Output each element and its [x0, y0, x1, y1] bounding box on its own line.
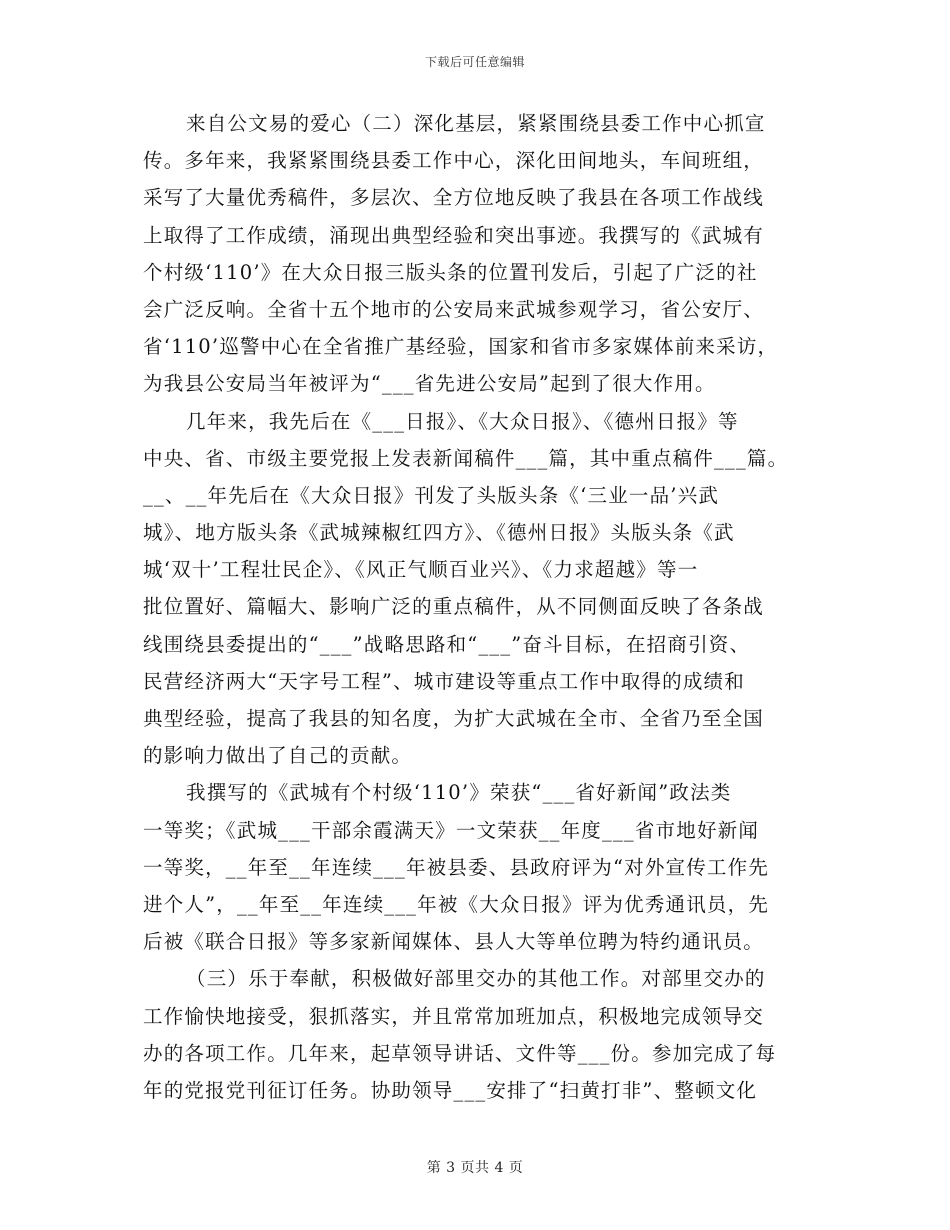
paragraph-line: 传。多年来，我紧紧围绕县委工作中心，深化田间地头，车间班组，: [143, 149, 765, 173]
paragraph-line: 会广泛反响。全省十五个地市的公安局来武城参观学习，省公安厅、: [143, 297, 765, 321]
paragraph-line: 后被《联合日报》等多家新闻媒体、县人大等单位聘为特约通讯员。: [143, 930, 765, 954]
paragraph-line: 批位置好、篇幅大、影响广泛的重点稿件，从不同侧面反映了各条战: [143, 595, 765, 619]
paragraph-line: 省‘110’巡警中心在全省推广基经验，国家和省市多家媒体前来采访，: [143, 335, 779, 359]
paragraph-line: 个村级‘110’》在大众日报三版头条的位置刊发后，引起了广泛的社: [143, 260, 758, 284]
paragraph-line: 进个人”，__年至__年连续___年被《大众日报》评为优秀通讯员，先: [143, 892, 770, 916]
page-footer: 第 3 页共 4 页: [426, 1160, 524, 1176]
paragraph-2: [143, 403, 811, 775]
document-body: [143, 105, 811, 1109]
paragraph-line: 工作愉快地接受，狠抓落实，并且常常加班加点，积极地完成领导交: [143, 1004, 765, 1028]
paragraph-1: [143, 105, 811, 403]
paragraph-line: 上取得了工作成绩，涌现出典型经验和突出事迹。我撰写的《武城有: [143, 223, 765, 247]
paragraph-line: 几年来，我先后在《___日报》、《大众日报》、《德州日报》等: [186, 409, 739, 433]
page-header: 下载后可任意编辑: [424, 55, 525, 69]
paragraph-line: 城‘双十’工程壮民企》、《风正气顺百业兴》、《力求超越》等一: [143, 558, 699, 582]
paragraph-line: __、__年先后在《大众日报》刊发了头版头条《‘三业一品’兴武: [143, 483, 720, 507]
paragraph-line: 年的党报党刊征订任务。协助领导___安排了“扫黄打非”、整顿文化: [143, 1078, 758, 1102]
paragraph-line: 我撰写的《武城有个村级‘110’》荣获“___省好新闻”政法类: [186, 781, 732, 805]
paragraph-4: [143, 960, 811, 1109]
paragraph-line: 民营经济两大“天字号工程”、城市建设等重点工作中取得的成绩和: [143, 669, 745, 693]
paragraph-line: 线围绕县委提出的“___”战略思路和“___”奋斗目标，在招商引资、: [143, 632, 751, 656]
paragraph-line: 为我县公安局当年被评为“___省先进公安局”起到了很大作用。: [143, 372, 716, 396]
paragraph-line: 一等奖；《武城___干部余霞满天》一文荣获__年度___省市地好新闻: [143, 818, 760, 842]
paragraph-line: （三）乐于奉献，积极做好部里交办的其他工作。对部里交办的: [186, 967, 766, 991]
paragraph-line: 办的各项工作。几年来，起草领导讲话、文件等___份。参加完成了每: [143, 1041, 777, 1065]
paragraph-line: 城》、地方版头条《武城辣椒红四方》、《德州日报》头版头条《武: [143, 521, 735, 545]
paragraph-line: 来自公文易的爱心（二）深化基层，紧紧围绕县委工作中心抓宣: [186, 112, 766, 135]
paragraph-line: 的影响力做出了自己的贡献。: [143, 744, 413, 768]
paragraph-line: 中央、省、市级主要党报上发表新闻稿件___篇，其中重点稿件___篇。: [143, 446, 789, 470]
paragraph-3: [143, 774, 811, 960]
paragraph-line: 一等奖，__年至__年连续___年被县委、县政府评为“对外宣传工作先: [143, 855, 770, 879]
paragraph-line: 典型经验，提高了我县的知名度，为扩大武城在全市、全省乃至全国: [143, 707, 765, 730]
paragraph-line: 采写了大量优秀稿件，多层次、全方位地反映了我县在各项工作战线: [143, 186, 765, 210]
